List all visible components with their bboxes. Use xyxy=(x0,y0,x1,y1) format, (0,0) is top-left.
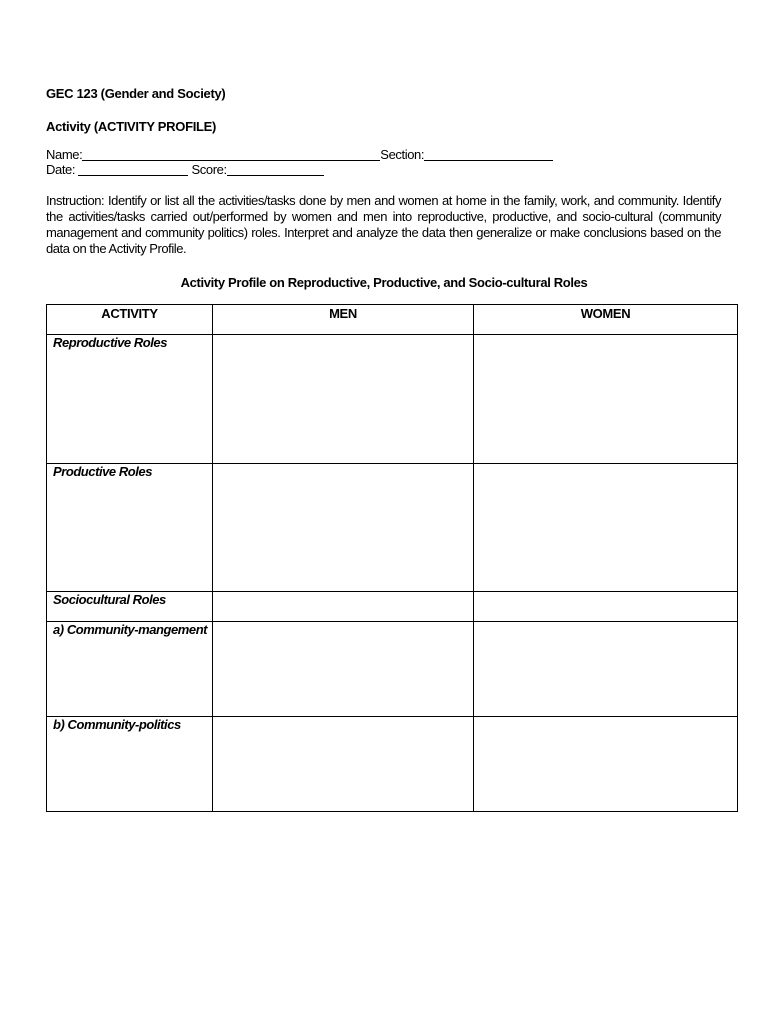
activity-profile-table xyxy=(46,304,738,812)
name-label: Name: xyxy=(46,147,83,162)
table-title: Activity Profile on Reproductive, Productive, and Socio-cultural Roles xyxy=(180,275,588,290)
section-blank[interactable] xyxy=(424,148,553,161)
date-label: Date: xyxy=(46,162,76,177)
cell-sociocultural-men[interactable] xyxy=(213,592,474,622)
course-title: GEC 123 (Gender and Society) xyxy=(46,86,226,101)
section-label: Section: xyxy=(380,147,425,162)
header-men: MEN xyxy=(213,305,474,335)
header-women: WOMEN xyxy=(474,305,738,335)
cell-sociocultural-women[interactable] xyxy=(474,592,738,622)
activity-title: Activity (ACTIVITY PROFILE) xyxy=(46,119,217,134)
score-blank[interactable] xyxy=(227,163,324,176)
cell-reproductive-men[interactable] xyxy=(213,335,474,464)
cell-community-management-women[interactable] xyxy=(474,622,738,717)
row-label-community-politics: b) Community-politics xyxy=(47,717,213,812)
table-header-row xyxy=(47,305,738,335)
cell-community-management-men[interactable] xyxy=(213,622,474,717)
table-row xyxy=(47,622,738,717)
cell-productive-men[interactable] xyxy=(213,464,474,592)
name-blank[interactable] xyxy=(82,148,380,161)
cell-community-politics-men[interactable] xyxy=(213,717,474,812)
date-score-line xyxy=(46,162,324,177)
name-section-line xyxy=(46,147,553,162)
table-row xyxy=(47,592,738,622)
row-label-community-management: a) Community-mangement xyxy=(47,622,213,717)
table-row xyxy=(47,464,738,592)
table-row xyxy=(47,717,738,812)
score-label: Score: xyxy=(191,162,227,177)
row-label-sociocultural: Sociocultural Roles xyxy=(47,592,213,622)
header-activity: ACTIVITY xyxy=(47,305,213,335)
cell-community-politics-women[interactable] xyxy=(474,717,738,812)
date-blank[interactable] xyxy=(78,163,188,176)
row-label-reproductive: Reproductive Roles xyxy=(47,335,213,464)
instruction-paragraph: Instruction: Identify or list all the activities/tasks done by men and women at home in the family, work, and community. Identify the activities/tasks carried out/performed by women and men into reproductive, productive, and socio-cultural (community management and community politics) roles. Interpret and analyze the data then generalize or make conclusions based on the data on the Activity Profile. xyxy=(46,193,721,256)
cell-productive-women[interactable] xyxy=(474,464,738,592)
table-row xyxy=(47,335,738,464)
row-label-productive: Productive Roles xyxy=(47,464,213,592)
cell-reproductive-women[interactable] xyxy=(474,335,738,464)
